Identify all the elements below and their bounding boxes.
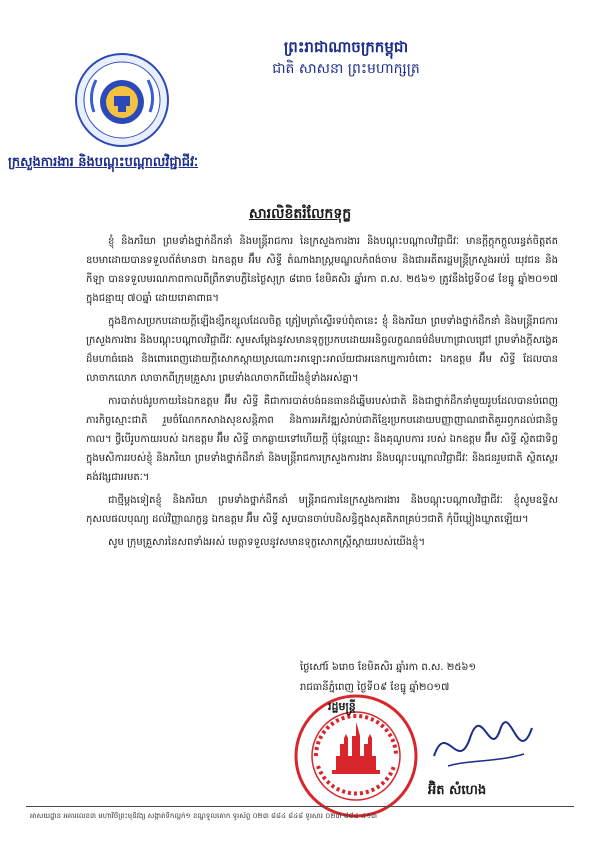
ministry-name: ក្រសួងការងារ និងបណ្តុះបណ្តាលវិជ្ជាជីវៈ	[8, 155, 199, 170]
paragraph: ខ្ញុំ និងភរិយា ព្រមទាំងថ្នាក់ដឹកនាំ និងមន្ត្រីរាជការ នៃក្រសួងការងារ និងបណ្តុះបណ្តាលវិជ្ជាជីវៈ មានក្តីក្តុកក្តួលរន្ធត់ចិត្តឥតឧបមាដោយបានទទួលព័ត៌មានថា ឯកឧត្តម អ៊ឹម សិទ្ធី តំណាងរាស្ត្រមណ្ឌលកំពង់ចាម និងជាអតីតរដ្ឋមន្ត្រីក្រសួងអប់រំ យុវជន និងកីឡា បានទទួលមរណភាពកាលពីព្រឹកទាបភ្លឺនៃថ្ងៃសុក្រ ៨រោច ខែមិគសិរ ឆ្នាំរកា ព.ស. ២៥៦១ ត្រូវនឹងថ្ងៃទី០៨ ខែធ្នូ ឆ្នាំ២០១៧ ក្នុងជន្មាយុ ៧០ឆ្នាំ ដោយរោគាពាធ។	[86, 236, 558, 304]
reference-label: រដ្ឋមន្ត្រី	[328, 700, 356, 713]
paragraph: ការបាត់បង់រូបកាយនៃឯកឧត្តម អ៊ឹម សិទ្ធី គឺជាការបាត់បង់ធនធានដ៏ឆ្នើមរបស់ជាតិ និងជាថ្នាក់ដឹកនាំមួយរូបដែលបានបំពេញភារកិច្ចស្មោះជាតិ រួមចំណែកកសាងសុខសន្តិភាព និងការអភិវឌ្ឍសំរាប់ជាតិខ្មែរប្រកបដោយបញ្ញាញាណ​ជាតិគួររឭកដល់ជានិច្ចកាល។ ថ្វីបើរូបកាយរបស់ ឯកឧត្តម អ៊ឹម សិទ្ធី ចាកឆ្ងាយទៅហើយក្តី ប៉ុន្តែឈ្មោះ និងគុណូបការ របស់ ឯកឧត្តម អ៊ឹម សិទ្ធី ស្ថិតជាទិព្វក្នុងមសិការរបស់ខ្ញុំ និងភរិយា ព្រមទាំងថ្នាក់ដឹកនាំ និងមន្ត្រីរាជការក្រសួងការងារ និងបណ្តុះបណ្តាលវិជ្ជាជីវៈ និងជនរួមជាតិ ស្ថិតស្ថេរគង់វង្សជាអមតៈ។	[86, 396, 558, 483]
footer-address: អាសយដ្ឋាន អគារលេខ៣ មហាវិថីព្រះមុនីវង្ស សង្កាត់ទឹកល្អក់១ ខណ្ឌទួលគោក ទូរស័ព្ទ ០២៣ ៨៨៤ ៨៤៨ ទូរសារ ០២៣ ៨៨៤ ៤១៣	[30, 812, 378, 820]
signer-name: អ៊ិត សំហេង	[428, 783, 487, 798]
official-seal	[290, 690, 422, 822]
solar-date: រាជធានីភ្នំពេញ ថ្ងៃទី០៩ ខែធ្នូ ឆ្នាំ២០១៧	[300, 682, 450, 693]
closing-line: សូម ក្រុមគ្រួសារនៃសពទាំងអស់ មេត្តាទទួលនូវសមានទុក្ខសោកស្ត្រីស្ដាយរបស់យើងខ្ញុំ។	[108, 537, 426, 548]
letter-title: សារលិខិតរំលែកទុក្ខ	[248, 206, 352, 222]
paragraph: ជាថ្មីម្តងទៀតខ្ញុំ និងភរិយា ព្រមទាំងថ្នាក់ដឹកនាំ មន្ត្រីរាជការនៃក្រសួងការងារ និងបណ្តុះបណ្តាលវិជ្ជាជីវៈ ខ្ញុំសូមឧទ្ទិសកុសលផលបុណ្យ ដល់វិញ្ញាណក្ខន្ធ ឯកឧត្តម អ៊ឹម សិទ្ធី សូមបានចាប់បដិសន្ធិក្នុងសុគតិភពគ្រប់ៗជាតិ កុំបីឃ្លៀងឃ្លាតឡើយ។	[86, 495, 558, 525]
kingdom-header	[226, 36, 466, 80]
footer-divider	[26, 806, 574, 807]
paragraph: ក្នុងឱកាសប្រកបដោយក្តីឡើងខ្សឹកខ្សួលដែលចិត្ត ត្រៀមត្រាំស្ទើរទប់ពុំតានេះ ខ្ញុំ និងភរិយា ព្រមទាំងថ្នាក់ដឹកនាំ និងមន្ត្រីរាជការក្រសួងការងារ និងបណ្តុះបណ្តាលវិជ្ជាជីវៈ សូមសម្តែងនូវសមានទុក្ខប្រកបដោយអនិច្ចលក្ខណធម៌ដ៏មហាជ្រាលជ្រៅ ព្រមទាំងក្តីសង្វេគដ៏មហាធំធេង និងពោរពេញដោយក្តីសោកស្តាយស្រណោះអាឡោះអាល័យជាអនេកប្បការចំពោះ ឯកឧត្តម អ៊ឹម សិទ្ធី ដែលបានលាចាកលោក លាចាកពីក្រុមគ្រួសារ ព្រមទាំងលាចាកពីយើងខ្ញុំទាំងអស់គ្នា។	[86, 316, 558, 384]
letter-body	[86, 232, 558, 556]
national-motto: ជាតិ សាសនា ព្រះមហាក្សត្រ	[272, 61, 420, 77]
kingdom-name: ព្រះរាជាណាចក្រកម្ពុជា	[283, 38, 409, 56]
lunar-date: ថ្ងៃសៅរ៍ ៦រោច ខែមិគសិរ ឆ្នាំរកា ព.ស. ២៥៦១	[300, 662, 477, 673]
signature	[428, 710, 538, 780]
ministry-logo	[74, 52, 170, 148]
